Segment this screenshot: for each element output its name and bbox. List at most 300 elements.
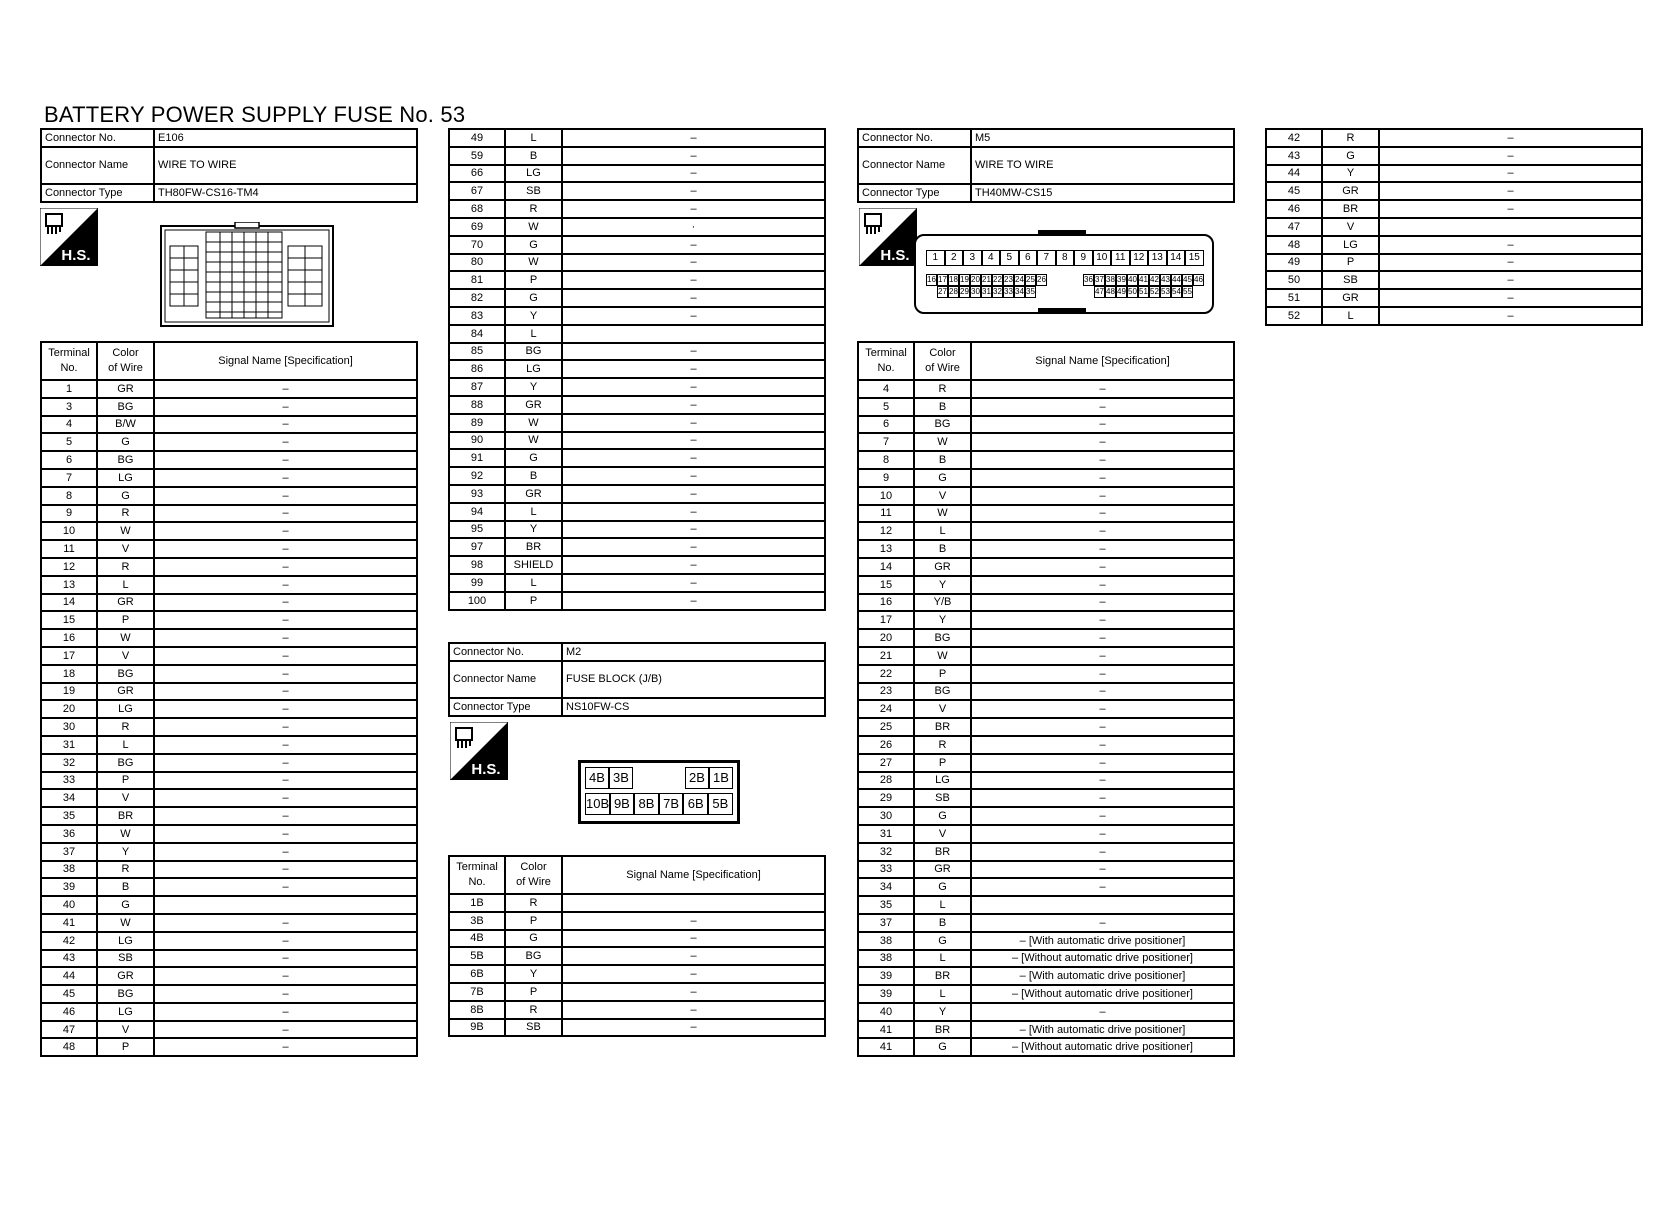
table-row (858, 985, 1234, 1003)
wire-color: P (97, 1038, 154, 1056)
table-row (449, 236, 825, 254)
table-row (449, 360, 825, 378)
e106-connector-name: WIRE TO WIRE (154, 147, 417, 184)
wire-color: R (97, 558, 154, 576)
terminal-no: 32 (858, 843, 914, 861)
table-row (41, 754, 417, 772)
signal-name: – (971, 451, 1234, 469)
page-title: BATTERY POWER SUPPLY FUSE No. 53 (44, 102, 466, 127)
connector-pin: 11 (1111, 250, 1130, 266)
terminal-no: 24 (858, 700, 914, 718)
signal-name: – (154, 807, 417, 825)
wire-color: G (505, 449, 562, 467)
terminal-no: 29 (858, 789, 914, 807)
terminal-no: 41 (858, 1038, 914, 1056)
signal-name: – (971, 469, 1234, 487)
terminal-no: 34 (41, 789, 97, 807)
table-row (858, 754, 1234, 772)
terminal-no: 48 (1266, 236, 1322, 254)
wire-color: R (505, 200, 562, 218)
wire-color: P (505, 912, 562, 930)
signal-name: – (562, 1001, 825, 1019)
terminal-no: 5 (41, 433, 97, 451)
table-row (41, 629, 417, 647)
wire-color: G (914, 878, 971, 896)
table-row (858, 878, 1234, 896)
wire-color: Y (97, 843, 154, 861)
m2-connector-name: FUSE BLOCK (J/B) (562, 661, 825, 698)
table-row (41, 469, 417, 487)
table-row (449, 200, 825, 218)
signal-name: – (154, 487, 417, 505)
signal-name: – (971, 861, 1234, 879)
table-row (1266, 218, 1642, 236)
wire-color: GR (505, 485, 562, 503)
wire-color: L (505, 129, 562, 147)
terminal-no: 16 (41, 629, 97, 647)
table-row (858, 932, 1234, 950)
table-row (858, 629, 1234, 647)
table-row (41, 985, 417, 1003)
table-row (449, 485, 825, 503)
terminal-no: 40 (41, 896, 97, 914)
table-row (858, 398, 1234, 416)
table-row (1266, 289, 1642, 307)
wire-color: LG (505, 360, 562, 378)
wire-color: Y (914, 611, 971, 629)
terminal-no: 66 (449, 165, 505, 183)
wire-color: G (97, 433, 154, 451)
table-row (41, 1003, 417, 1021)
wire-color: Y (505, 521, 562, 539)
signal-name: – (154, 878, 417, 896)
wire-color: BR (97, 807, 154, 825)
signal-name: – (971, 807, 1234, 825)
signal-name: – (562, 129, 825, 147)
wire-color: W (505, 414, 562, 432)
wire-color: W (505, 432, 562, 450)
connector-pin: 53 (1161, 287, 1170, 296)
table-row (1266, 271, 1642, 289)
signal-name: – (1379, 271, 1642, 289)
label-connector-type: Connector Type (41, 184, 154, 202)
signal-name: – (971, 487, 1234, 505)
signal-name-header: Signal Name [Specification] (971, 342, 1234, 380)
table-row (41, 789, 417, 807)
signal-name: – (971, 594, 1234, 612)
table-row (858, 772, 1234, 790)
connector-pin: 4 (982, 250, 1001, 266)
wire-color: BG (97, 398, 154, 416)
signal-name: – (971, 700, 1234, 718)
table-row (41, 576, 417, 594)
connector-pin: 8B (634, 793, 659, 815)
connector-pin: 19 (960, 275, 969, 284)
connector-pin: 28 (949, 287, 958, 296)
terminal-no: 30 (41, 718, 97, 736)
table-row (858, 611, 1234, 629)
wire-color: W (97, 825, 154, 843)
signal-name: – (154, 1021, 417, 1039)
table-row (449, 254, 825, 272)
wire-color: L (97, 736, 154, 754)
signal-name: – [Without automatic drive positioner] (971, 985, 1234, 1003)
signal-name: – (971, 647, 1234, 665)
wire-color: SB (914, 789, 971, 807)
wire-color: B (914, 914, 971, 932)
terminal-no: 1B (449, 894, 505, 912)
signal-name: – (154, 469, 417, 487)
table-row (449, 147, 825, 165)
table-row (1266, 165, 1642, 183)
wire-color: LG (97, 1003, 154, 1021)
signal-name: – (154, 380, 417, 398)
wire-color: G (914, 932, 971, 950)
wire-color: V (97, 540, 154, 558)
terminal-no: 4 (858, 380, 914, 398)
wire-color: L (505, 325, 562, 343)
wire-color: GR (97, 967, 154, 985)
connector-pin: 1 (926, 250, 945, 266)
signal-name: – (1379, 147, 1642, 165)
table-row (858, 505, 1234, 523)
wire-color: L (914, 985, 971, 1003)
table-row (41, 878, 417, 896)
connector-pin: 52 (1150, 287, 1159, 296)
terminal-no: 87 (449, 378, 505, 396)
wire-color: BR (914, 967, 971, 985)
m5-connector-face (914, 234, 1214, 314)
table-row (449, 556, 825, 574)
signal-name: – (154, 683, 417, 701)
signal-name: – (154, 985, 417, 1003)
m5-pin-table-continued (1265, 128, 1643, 326)
signal-name: – (154, 861, 417, 879)
wire-color: V (914, 825, 971, 843)
e106-connector-type: TH80FW-CS16-TM4 (154, 184, 417, 202)
wire-color: BG (505, 343, 562, 361)
signal-name: – (154, 967, 417, 985)
terminal-no: 15 (41, 611, 97, 629)
table-row (41, 416, 417, 434)
table-row (449, 325, 825, 343)
color-header: Color of Wire (505, 856, 562, 894)
signal-name (562, 325, 825, 343)
wire-color: Y (1322, 165, 1379, 183)
connector-pin: 9 (1074, 250, 1093, 266)
connector-pin: 37 (1095, 275, 1104, 284)
signal-name: – (562, 360, 825, 378)
table-row (41, 451, 417, 469)
wire-color: SHIELD (505, 556, 562, 574)
signal-name: – (1379, 254, 1642, 272)
wire-color: G (505, 930, 562, 948)
table-row (449, 965, 825, 983)
m2-connector-face (578, 760, 740, 824)
table-row (449, 912, 825, 930)
signal-name: – (562, 343, 825, 361)
table-row (449, 414, 825, 432)
wire-color: BG (505, 947, 562, 965)
signal-name: – [Without automatic drive positioner] (971, 950, 1234, 968)
wire-color: B (914, 398, 971, 416)
terminal-no: 26 (858, 736, 914, 754)
signal-name: – (154, 700, 417, 718)
wire-color: G (97, 896, 154, 914)
terminal-no: 19 (41, 683, 97, 701)
signal-name: – (1379, 200, 1642, 218)
table-row (41, 683, 417, 701)
connector-pin: 6 (1019, 250, 1038, 266)
terminal-no: 34 (858, 878, 914, 896)
m5-connector-type: TH40MW-CS15 (971, 184, 1234, 202)
terminal-no: 13 (41, 576, 97, 594)
wire-color: SB (97, 950, 154, 968)
wire-color: B (914, 540, 971, 558)
connector-pin: 51 (1139, 287, 1148, 296)
connector-pin: 5B (708, 793, 733, 815)
signal-name: – (1379, 307, 1642, 325)
terminal-no: 9 (41, 505, 97, 523)
table-row (858, 522, 1234, 540)
wire-color: G (97, 487, 154, 505)
wire-color: BR (914, 718, 971, 736)
wire-color: LG (914, 772, 971, 790)
table-row (449, 538, 825, 556)
terminal-no: 90 (449, 432, 505, 450)
signal-name: – (154, 522, 417, 540)
terminal-no: 16 (858, 594, 914, 612)
signal-name: – (562, 930, 825, 948)
signal-name: – (562, 467, 825, 485)
terminal-no: 38 (858, 932, 914, 950)
m5-info (857, 128, 1235, 203)
terminal-no: 49 (449, 129, 505, 147)
color-header: Color of Wire (914, 342, 971, 380)
terminal-no: 43 (41, 950, 97, 968)
table-row (449, 894, 825, 912)
table-row (41, 718, 417, 736)
svg-text:H.S.: H.S. (61, 247, 91, 264)
terminal-no: 92 (449, 467, 505, 485)
signal-name: – (154, 594, 417, 612)
terminal-no: 3B (449, 912, 505, 930)
terminal-no: 95 (449, 521, 505, 539)
label-connector-name: Connector Name (449, 661, 562, 698)
connector-pin: 54 (1172, 287, 1181, 296)
signal-name: – (971, 789, 1234, 807)
terminal-no: 31 (858, 825, 914, 843)
terminal-no-header: Terminal No. (858, 342, 914, 380)
wire-color: V (914, 700, 971, 718)
terminal-no: 6 (858, 416, 914, 434)
wire-color: P (505, 983, 562, 1001)
table-row (41, 1038, 417, 1056)
terminal-no: 31 (41, 736, 97, 754)
wire-color: BG (914, 683, 971, 701)
signal-name: – (562, 200, 825, 218)
connector-pin: 35 (1026, 287, 1035, 296)
terminal-no: 83 (449, 307, 505, 325)
connector-pin: 26 (1037, 275, 1046, 284)
wire-color: L (914, 896, 971, 914)
terminal-no: 11 (41, 540, 97, 558)
connector-pin: 3 (963, 250, 982, 266)
signal-name: – (971, 683, 1234, 701)
connector-pin: 10 (1093, 250, 1112, 266)
terminal-no: 20 (858, 629, 914, 647)
wire-color: G (914, 469, 971, 487)
table-row (858, 736, 1234, 754)
terminal-no: 12 (41, 558, 97, 576)
svg-text:H.S.: H.S. (471, 761, 501, 778)
signal-name: – (971, 433, 1234, 451)
wire-color: B (505, 147, 562, 165)
wire-color: G (1322, 147, 1379, 165)
table-row (858, 789, 1234, 807)
connector-pin: 41 (1139, 275, 1148, 284)
terminal-no: 32 (41, 754, 97, 772)
table-row (1266, 182, 1642, 200)
wire-color: GR (97, 380, 154, 398)
terminal-no: 47 (41, 1021, 97, 1039)
table-row (858, 487, 1234, 505)
connector-pin: 4B (585, 767, 609, 789)
terminal-no: 51 (1266, 289, 1322, 307)
terminal-no-header: Terminal No. (41, 342, 97, 380)
terminal-no: 37 (858, 914, 914, 932)
table-row (41, 487, 417, 505)
table-row (858, 1038, 1234, 1056)
terminal-no: 9 (858, 469, 914, 487)
signal-name: – (971, 825, 1234, 843)
terminal-no: 11 (858, 505, 914, 523)
table-row (41, 505, 417, 523)
terminal-no: 91 (449, 449, 505, 467)
signal-name: – (971, 558, 1234, 576)
table-row (41, 736, 417, 754)
signal-name: – (562, 592, 825, 610)
terminal-no: 42 (1266, 129, 1322, 147)
terminal-no: 23 (858, 683, 914, 701)
connector-pin: 44 (1172, 275, 1181, 284)
table-row (449, 271, 825, 289)
terminal-no: 4B (449, 930, 505, 948)
wire-color: GR (505, 396, 562, 414)
signal-name: – (1379, 129, 1642, 147)
signal-name: – (971, 380, 1234, 398)
signal-name: – (562, 983, 825, 1001)
signal-name: – (154, 950, 417, 968)
terminal-no: 13 (858, 540, 914, 558)
connector-pin: 16 (927, 275, 936, 284)
terminal-no: 5B (449, 947, 505, 965)
label-connector-no: Connector No. (41, 129, 154, 147)
wire-color: V (914, 487, 971, 505)
wire-color: W (505, 218, 562, 236)
table-row (858, 1003, 1234, 1021)
connector-pin: 29 (960, 287, 969, 296)
label-connector-type: Connector Type (449, 698, 562, 716)
connector-pin: 21 (982, 275, 991, 284)
terminal-no: 33 (41, 772, 97, 790)
table-row (449, 307, 825, 325)
terminal-no: 41 (41, 914, 97, 932)
connector-pin: 8 (1056, 250, 1075, 266)
connector-pin: 32 (993, 287, 1002, 296)
wire-color: P (1322, 254, 1379, 272)
signal-name: – (154, 398, 417, 416)
wire-color: Y (505, 378, 562, 396)
label-connector-name: Connector Name (41, 147, 154, 184)
connector-pin: 12 (1130, 250, 1149, 266)
connector-pin: 34 (1015, 287, 1024, 296)
signal-name: – [With automatic drive positioner] (971, 932, 1234, 950)
table-row (449, 930, 825, 948)
wire-color: BG (97, 985, 154, 1003)
signal-name: – (1379, 236, 1642, 254)
table-row (858, 718, 1234, 736)
terminal-no: 70 (449, 236, 505, 254)
wire-color: G (505, 289, 562, 307)
wire-color: R (97, 718, 154, 736)
wire-color: R (97, 861, 154, 879)
terminal-no: 99 (449, 574, 505, 592)
terminal-no: 14 (41, 594, 97, 612)
signal-name-header: Signal Name [Specification] (562, 856, 825, 894)
terminal-no: 52 (1266, 307, 1322, 325)
connector-pin: 1B (709, 767, 733, 789)
label-connector-no: Connector No. (858, 129, 971, 147)
terminal-no: 69 (449, 218, 505, 236)
terminal-no: 4 (41, 416, 97, 434)
connector-pin: 10B (585, 793, 610, 815)
table-row (858, 896, 1234, 914)
terminal-no: 20 (41, 700, 97, 718)
signal-name: – [Without automatic drive positioner] (971, 1038, 1234, 1056)
signal-name: – (971, 576, 1234, 594)
table-row (1266, 147, 1642, 165)
table-row (858, 665, 1234, 683)
terminal-no: 44 (1266, 165, 1322, 183)
signal-name: – (971, 398, 1234, 416)
table-row (449, 165, 825, 183)
signal-name-header: Signal Name [Specification] (154, 342, 417, 380)
terminal-no: 67 (449, 182, 505, 200)
wire-color: B (505, 467, 562, 485)
signal-name: – (154, 736, 417, 754)
terminal-no: 48 (41, 1038, 97, 1056)
wire-color: L (505, 503, 562, 521)
signal-name: – (154, 932, 417, 950)
m2-connector-no: M2 (562, 643, 825, 661)
signal-name: · (562, 218, 825, 236)
wire-color: GR (97, 683, 154, 701)
signal-name: – (971, 505, 1234, 523)
terminal-no: 9B (449, 1019, 505, 1037)
m2-info (448, 642, 826, 717)
wire-color: P (505, 592, 562, 610)
wire-color: LG (505, 165, 562, 183)
signal-name (971, 896, 1234, 914)
table-row (41, 950, 417, 968)
wire-color: BR (505, 538, 562, 556)
connector-pin: 25 (1026, 275, 1035, 284)
wire-color: G (914, 807, 971, 825)
terminal-no: 43 (1266, 147, 1322, 165)
wire-color: R (505, 1001, 562, 1019)
table-row (858, 700, 1234, 718)
